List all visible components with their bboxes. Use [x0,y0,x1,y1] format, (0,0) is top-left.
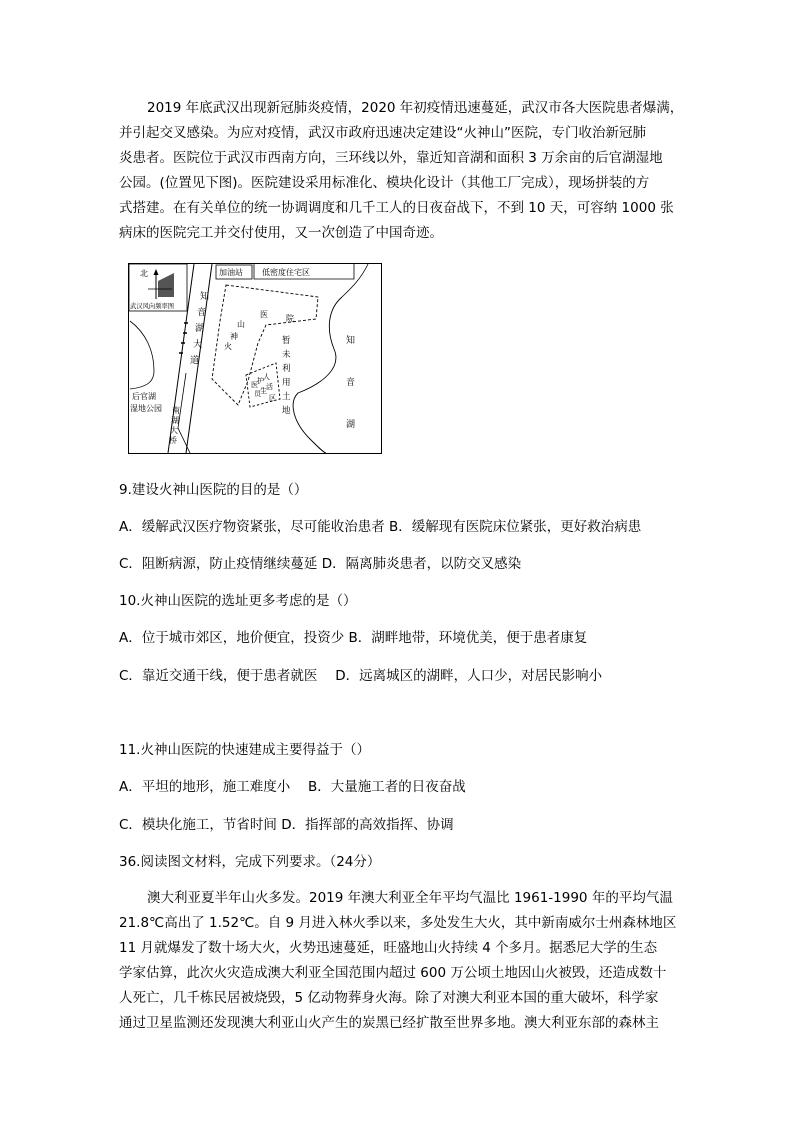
question-11-options-cd: C．模块化施工，节省时间 D．指挥部的高效指挥、协调 [119,817,454,833]
unused-char: 土 [282,392,291,402]
gas-station-label: 加油站 [219,268,243,277]
wind-rose-label: 武汉风向频率图 [130,303,175,310]
intro-line: 病床的医院完工并交付使用，又一次创造了中国奇迹。 [119,225,443,241]
intro-line: 2019 年底武汉出现新冠肺炎疫情，2020 年初疫情迅速蔓延，武汉市各大医院患者爆满， [147,100,684,116]
unused-char: 暂 [282,336,291,346]
avenue-char: 大 [193,340,203,350]
intro-line: 炎患者。医院位于武汉市西南方向，三环线以外，靠近知音湖和面积 3 万余亩的后官湖湿地 [119,150,663,166]
north-label: 北 [140,269,148,278]
bridge-char: 大 [170,426,178,435]
location-map [128,263,382,454]
staff-char: 活 [266,383,273,391]
residential-label: 低密度住宅区 [262,268,310,277]
avenue-char: 道 [190,356,200,366]
avenue-char: 湖 [195,324,205,334]
passage-line: 通过卫星监测还发现澳大利亚山火产生的炭黑已经扩散至世界多地。澳大利亚东部的森林主 [119,1015,659,1031]
question-10-options-ab: A．位于城市郊区，地价便宜，投资少 B．湖畔地带，环境优美，便于患者康复 [119,630,588,646]
question-9-options-ab: A．缓解武汉医疗物资紧张，尽可能收治患者 B．缓解现有医院床位紧张，更好救治病患 [119,519,642,535]
wetland-label-2: 湿地公园 [130,404,162,413]
question-9-options-cd: C．阻断病源，防止疫情继续蔓延 D．隔离肺炎患者，以防交叉感染 [119,556,522,572]
question-10: 10.火神山医院的选址更多考虑的是（） [119,593,357,609]
intro-line: 式搭建。在有关单位的统一协调调度和几千工人的日夜奋战下，不到 10 天，可容纳 1000 张 [119,200,674,216]
passage-line: 澳大利亚夏半年山火多发。2019 年澳大利亚全年平均气温比 1961-1990 年的平均气温 [147,890,673,906]
wetland-label-1: 后官湖 [132,392,156,401]
staff-char: 人 [263,373,270,381]
question-11: 11.火神山医院的快速建成主要得益于（） [119,742,370,758]
hospital-char: 神 [230,332,238,341]
question-11-options-ab: A．平坦的地形，施工难度小 B．大量施工者的日夜奋战 [119,779,466,795]
passage-line: 11 月就爆发了数十场大火，火势迅速蔓延，旺盛地山火持续 4 个多月。据悉尼大学的生态 [119,940,658,956]
passage-line: 21.8℃高出了 1.52℃。自 9 月进入林火季以来，多处发生大火，其中新南威尔士州森林地区 [119,915,677,931]
staff-char: 医 [251,381,258,389]
question-36: 36.阅读图文材料，完成下列要求。（24分） [119,854,381,870]
question-10-options-cd: C．靠近交通干线，便于患者就医 D．远离城区的湖畔，人口少，对居民影响小 [119,668,603,684]
bridge-char: 湖 [171,416,179,425]
unused-char: 未 [282,350,291,360]
hospital-char: 院 [286,314,294,323]
bridge-char: 南 [172,406,180,415]
intro-line: 公园。(位置见下图)。医院建设采用标准化、模块化设计（其他工厂完成），现场拼装的方 [119,175,650,191]
hospital-char: 医 [260,310,268,319]
unused-char: 利 [282,364,291,374]
passage-line: 学家估算，此次火灾造成澳大利亚全国范围内超过 600 万公顷土地因山火被毁，还造成数十 [119,965,667,981]
staff-char: 区 [269,394,276,402]
unused-char: 地 [282,406,291,416]
lake-char: 湖 [346,420,356,430]
unused-char: 用 [282,378,291,388]
avenue-char: 知 [200,292,210,302]
lake-char: 知 [346,336,356,346]
bridge-char: 桥 [169,436,177,445]
passage-line: 人死亡，几千栋民居被烧毁，5 亿动物葬身火海。除了对澳大利亚本国的重大破坏，科学家 [119,990,659,1006]
question-9: 9.建设火神山医院的目的是（） [119,482,308,498]
staff-char: 生 [260,387,267,395]
lake-char: 音 [346,378,356,388]
staff-char: 护 [257,377,264,385]
hospital-char: 火 [224,342,232,351]
intro-line: 并引起交叉感染。为应对疫情，武汉市政府迅速决定建设“火神山”医院，专门收治新冠肺 [119,125,646,141]
wind-rose-inset [129,264,187,311]
avenue-char: 音 [197,308,207,318]
staff-char: 员 [254,390,261,398]
hospital-char: 山 [237,320,245,329]
